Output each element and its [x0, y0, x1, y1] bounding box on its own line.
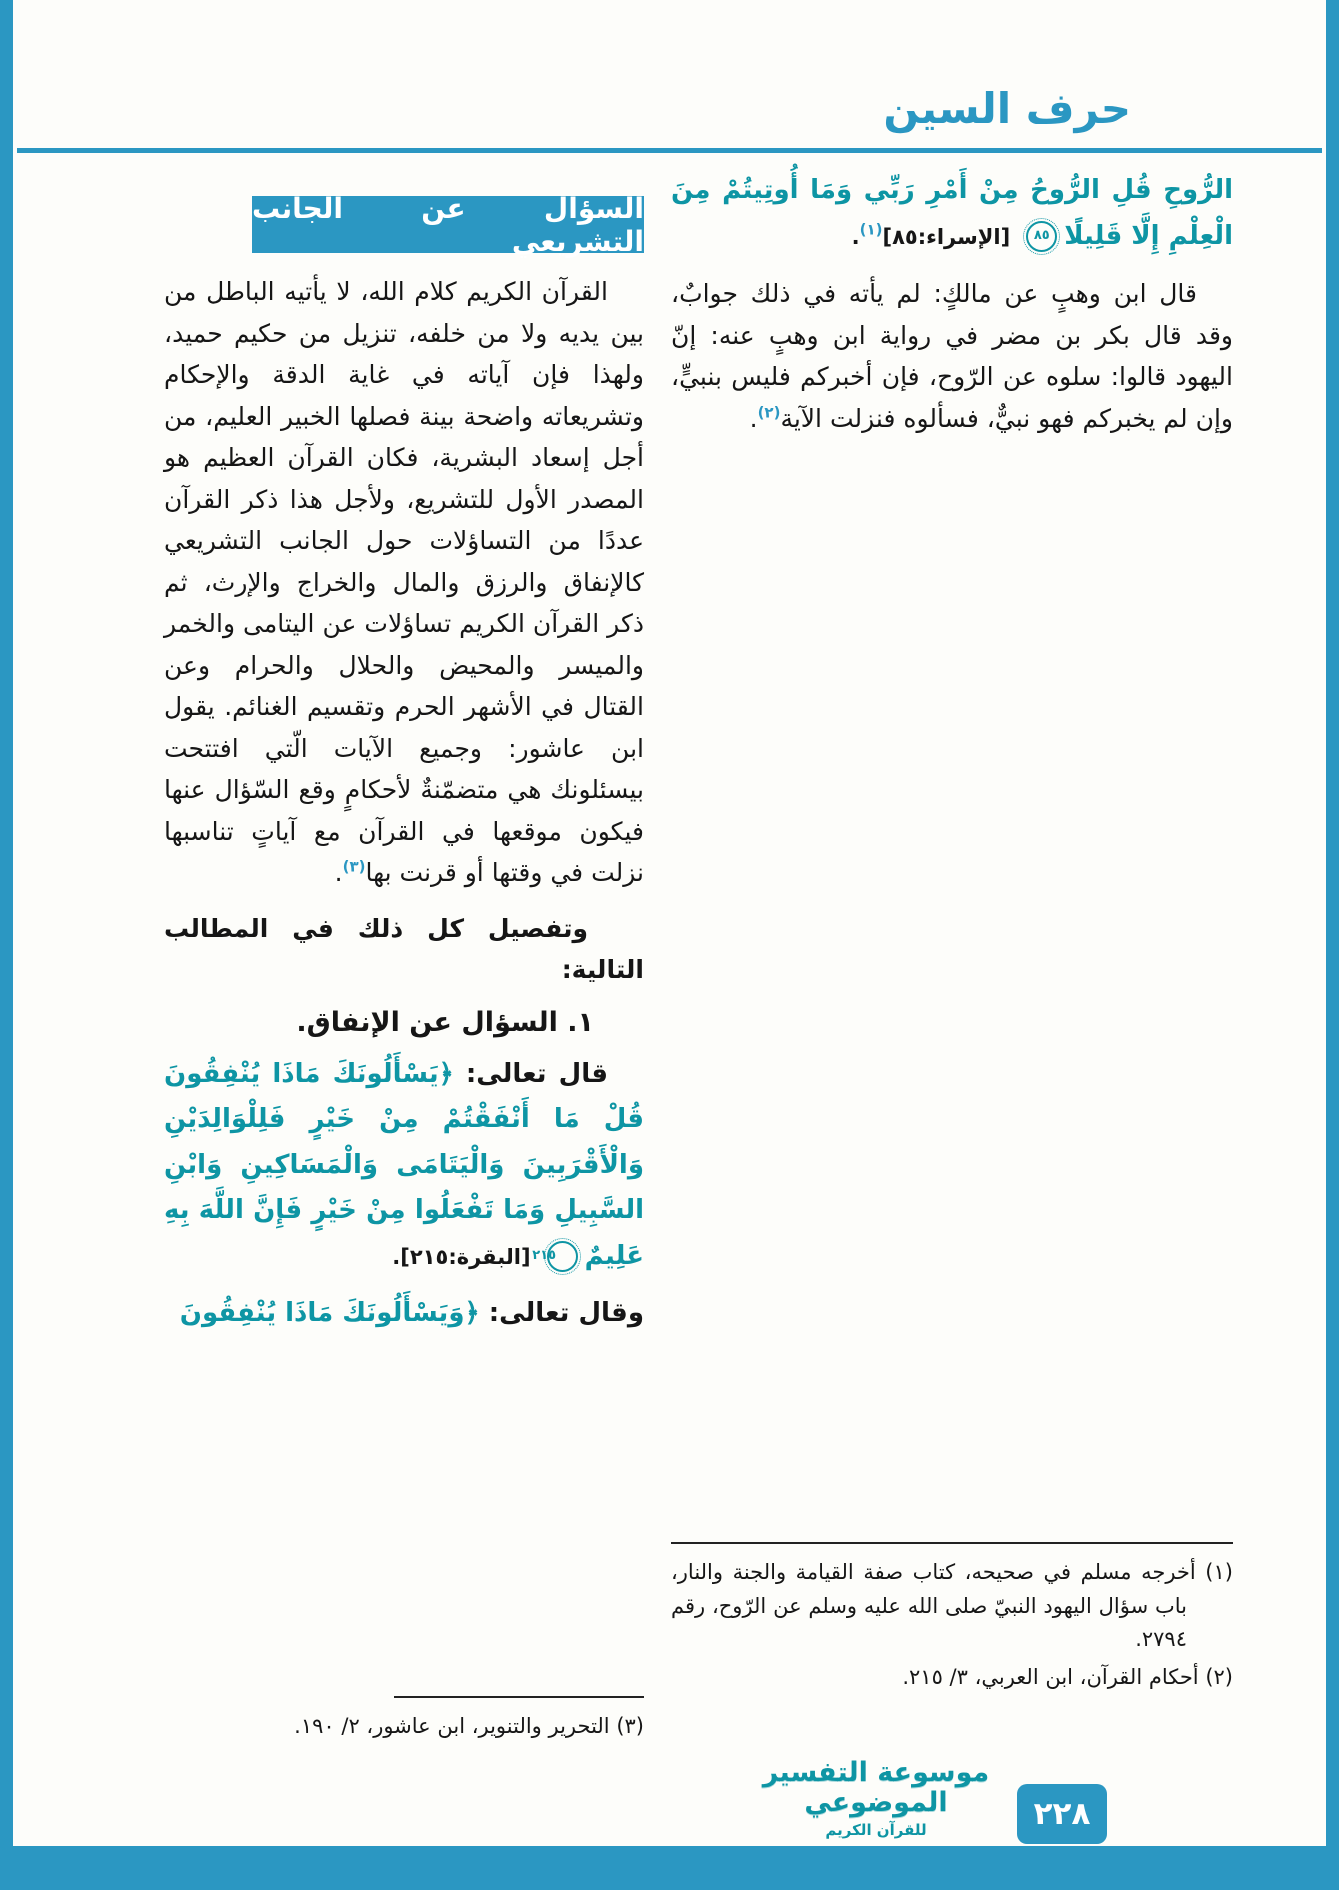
quran-verse-baqarah-text: يَسْأَلُونَكَ مَاذَا يُنْفِقُونَ قُلْ مَا أَنْفَقْتُمْ مِنْ خَيْرٍ فَلِلْوَالِدَيْنِ وَالْأَقْرَبِينَ وَالْيَتَامَى وَالْمَسَاكِينِ وَابْنِ السَّبِيلِ وَمَا تَفْعَلُوا مِنْ خَيْرٍ فَإِنَّ اللَّهَ بِهِ عَلِيمٌ	[164, 1058, 644, 1271]
waqala-taala-label: وقال تعالى:	[479, 1298, 644, 1328]
section-title-box	[252, 191, 644, 258]
publisher-logo-title: موسوعة التفسير الموضوعي	[762, 1757, 990, 1818]
qala-taala-label: قال تعالى:	[453, 1058, 608, 1089]
chapter-header: حرف السين	[883, 84, 1131, 133]
footnotes-left	[164, 1696, 644, 1748]
quran-verse-baqarah2	[164, 1291, 644, 1337]
numbered-heading-infaq: ١. السؤال عن الإنفاق.	[296, 1006, 594, 1038]
page-border-right	[1326, 0, 1339, 1890]
quran-verse-isra	[671, 168, 1233, 259]
footnote-marker-2: (٢)	[757, 403, 781, 422]
paragraph-main-text: القرآن الكريم كلام الله، لا يأتيه الباطل من بين يديه ولا من خلفه، تنزيل من حكيم حميد، ولهذا فإن آياته في غاية الدقة والإحكام وتشريعاته واضحة بينة فصلها الخبير العليم، من أجل إسعاد البشرية، فكان القرآن العظيم هو المصدر الأول للتشريع، ولأجل هذا ذكر القرآن عددًا من التساؤلات حول الجانب التشريعي كالإنفاق والرزق والمال والخراج والإرث، ثم ذكر القرآن الكريم تساؤلات عن اليتامى والخمر والميسر والمحيض والحلال والحرام وعن القتال في الأشهر الحرم وتقسيم الغنائم. يقول ابن عاشور: وجميع الآيات الّتي افتتحت بيسئلونك هي متضمّنةٌ لأحكامٍ وقع السّؤال عنها فيكون موقعها في القرآن مع آياتٍ تناسبها نزلت في وقتها أو قرنت بها	[164, 277, 644, 887]
quran-verse-baqarah2-text: وَيَسْأَلُونَكَ مَاذَا يُنْفِقُونَ	[179, 1298, 465, 1328]
ayah-number-215: ٢١٥	[532, 1247, 557, 1263]
quran-verse-baqarah	[164, 1052, 644, 1280]
surah-reference-baqarah: [البقرة:٢١٥].	[392, 1244, 531, 1269]
page-number: ٢٢٨	[1033, 1796, 1091, 1832]
ayah-number-85: ٨٥	[1033, 227, 1050, 243]
ayah-number-rosette-215	[532, 1241, 578, 1272]
ornate-open-bracket: ﴿	[438, 1058, 454, 1089]
quran-verse-isra-text: الرُّوحِ قُلِ الرُّوحُ مِنْ أَمْرِ رَبِّي وَمَا أُوتِيتُمْ مِنَ الْعِلْمِ إِلَّا قَلِيلًا	[671, 175, 1233, 251]
footnote-separator-right	[671, 1542, 1233, 1544]
verse-end-dot: .	[851, 224, 860, 249]
transition-line: وتفصيل كل ذلك في المطالب التالية:	[164, 913, 644, 984]
footnotes-right	[671, 1542, 1233, 1698]
page-border-bottom	[0, 1846, 1339, 1890]
footnote-separator-left	[394, 1696, 644, 1698]
footnote-1: (١) أخرجه مسلم في صحيحه، كتاب صفة القيامة والجنة والنار، باب سؤال اليهود النبيّ صلى الله عليه وسلم عن الرّوح، رقم ٢٧٩٤.	[671, 1560, 1233, 1652]
footnote-2: (٢) أحكام القرآن، ابن العربي، ٣/ ٢١٥.	[902, 1664, 1233, 1689]
paragraph-main	[164, 271, 644, 894]
footnote-3: (٣) التحرير والتنوير، ابن عاشور، ٢/ ١٩٠.	[294, 1714, 644, 1738]
publisher-logo	[756, 1758, 996, 1839]
paragraph-ibn-wahb	[671, 273, 1233, 439]
surah-reference-isra: [الإسراء:٨٥]	[882, 224, 1011, 249]
publisher-logo-subtitle: للقرآن الكريم	[825, 1821, 927, 1840]
page-number-badge	[1017, 1784, 1107, 1844]
paragraph-ibn-wahb-text: قال ابن وهبٍ عن مالكٍ: لم يأته في ذلك جوابٌ، وقد قال بكر بن مضر في رواية ابن وهبٍ عنه: إنّ اليهود قالوا: سلوه عن الرّوح، فإن أخبركم فليس بنبيٍّ، وإن لم يخبركم فهو نبيٌّ، فسألوه فنزلت الآية	[671, 279, 1233, 433]
column-left	[164, 191, 644, 1337]
ornate-open-bracket-2: ﴿	[464, 1298, 480, 1328]
header-rule	[17, 148, 1322, 153]
paragraph-end-dot: .	[749, 403, 758, 433]
ayah-number-rosette-85	[1026, 221, 1057, 252]
footnote-marker-3: (٣)	[342, 857, 366, 876]
paragraph-main-end-dot: .	[334, 858, 343, 887]
column-right	[671, 168, 1233, 439]
footnote-marker-1: (١)	[859, 219, 883, 238]
section-title: السؤال عن الجانب التشريعي	[252, 191, 644, 258]
page-border-left	[0, 0, 13, 1890]
